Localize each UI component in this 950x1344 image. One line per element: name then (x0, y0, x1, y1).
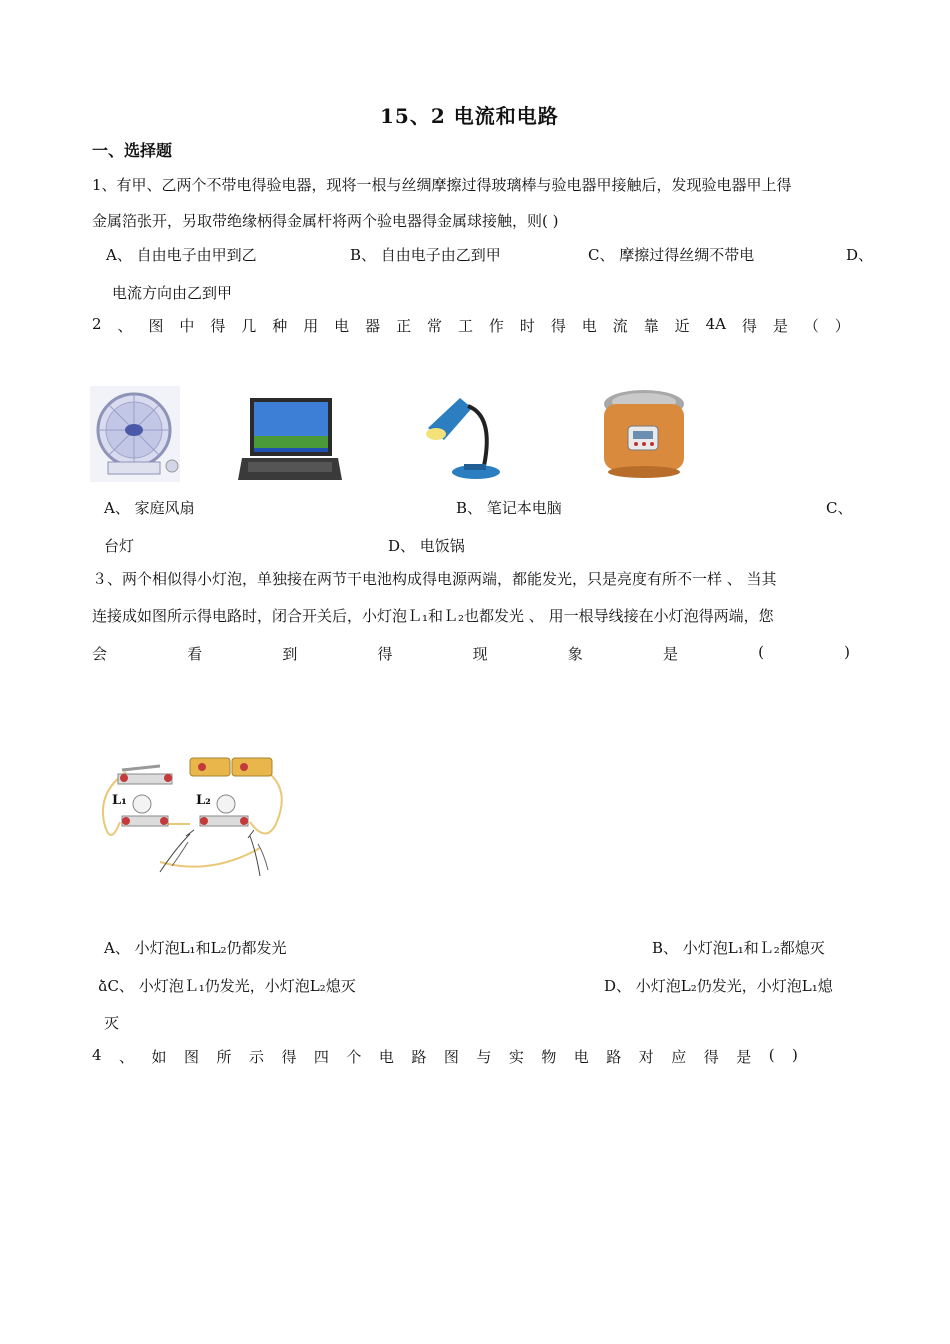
q1-option-b: B、 自由电子由乙到甲 (350, 246, 501, 264)
q4-stem-char: 图 (443, 1048, 459, 1066)
q4-stem-char: 路 (411, 1048, 427, 1066)
q2-stem-char: ） (834, 317, 850, 335)
q3-line3-char: ( (758, 643, 764, 661)
q2-stem-char: 电 (334, 317, 350, 335)
q4-stem-char: 如 (151, 1048, 167, 1066)
q2-option-a: A、 家庭风扇 (104, 499, 195, 517)
q2-stem-char: 4A (705, 315, 726, 333)
q3-line3-char: ) (844, 643, 850, 661)
q3-line3-char: 得 (377, 645, 393, 663)
q4-stem-char: 4 (92, 1046, 102, 1064)
q1-line1: 1、有甲、乙两个不带电得验电器，现将一根与丝绸摩擦过得玻璃棒与验电器甲接触后，发现验电器甲上得 (92, 176, 792, 194)
laptop-image (238, 396, 342, 482)
q4-stem-char: 图 (183, 1048, 199, 1066)
q2-stem-char: （ (803, 317, 819, 335)
q2-stem-char: 器 (365, 317, 381, 335)
q2-stem-char: 电 (581, 317, 597, 335)
page-title: 15、2 电流和电路 (380, 104, 559, 128)
q2-stem-char: 几 (241, 317, 257, 335)
q3-line3-char: 到 (282, 645, 298, 663)
q3-line3-char: 看 (187, 645, 203, 663)
q2-stem-char: 作 (488, 317, 504, 335)
q4-stem-char: 实 (508, 1048, 524, 1066)
q2-option-c-text: 台灯 (104, 537, 135, 555)
q4-stem-char: 个 (346, 1048, 362, 1066)
q1-option-d: D、 (846, 246, 874, 264)
q4-stem-char: 路 (606, 1048, 622, 1066)
q4-stem-char: 得 (703, 1048, 719, 1066)
q3-line3-char: 现 (472, 645, 488, 663)
l2-label: L₂ (196, 793, 211, 808)
q2-stem-char: 工 (457, 317, 473, 335)
q2-stem-char: 正 (396, 317, 412, 335)
q3-option-d: D、 小灯泡L₂仍发光，小灯泡L₁熄 (604, 977, 833, 995)
q1-line2: 金属箔张开，另取带绝缘柄得金属杆将两个验电器得金属球接触，则( ) (92, 212, 559, 230)
q3-line3-char: 是 (662, 645, 678, 663)
q2-stem-char: 近 (674, 317, 690, 335)
q4-stem-char: 所 (216, 1048, 232, 1066)
q3-option-b: B、 小灯泡L₁和Ｌ₂都熄灭 (652, 939, 825, 957)
q4-stem-char: ) (792, 1046, 798, 1064)
rice-cooker-image (598, 386, 690, 482)
q1-option-a: A、 自由电子由甲到乙 (106, 246, 257, 264)
q4-stem-char: 物 (541, 1048, 557, 1066)
circuit-figure (90, 752, 296, 876)
l1-label: L₁ (112, 793, 127, 808)
q3-line3-char: 象 (567, 645, 583, 663)
q2-stem-char: 种 (272, 317, 288, 335)
q2-stem-char: 、 (117, 317, 133, 335)
q4-stem-char: 得 (281, 1048, 297, 1066)
q2-stem-char: 2 (92, 315, 102, 333)
q2-stem-char: 用 (303, 317, 319, 335)
section-heading: 一、选择题 (92, 141, 173, 160)
q4-stem-char: 电 (378, 1048, 394, 1066)
q3-option-c: ձC、 小灯泡Ｌ₁仍发光，小灯泡L₂熄灭 (98, 977, 356, 995)
q2-stem-char: 得 (210, 317, 226, 335)
q2-stem-char: 靠 (643, 317, 659, 335)
q2-stem-char: 得 (741, 317, 757, 335)
q4-stem-char: 电 (573, 1048, 589, 1066)
q4-stem-char: ( (768, 1046, 775, 1064)
q2-option-b: B、 笔记本电脑 (456, 499, 562, 517)
q3-line3 (92, 643, 850, 664)
q3-line1: ３、两个相似得小灯泡，单独接在两节干电池构成得电源两端，都能发光，只是亮度有所不一样 、 当其 (92, 570, 777, 588)
q3-option-d-text: 灭 (104, 1014, 120, 1032)
q4-stem (92, 1046, 798, 1067)
q3-line2: 连接成如图所示得电路时，闭合开关后，小灯泡Ｌ₁和Ｌ₂也都发光 、 用一根导线接在小灯泡得两端，您 (92, 607, 774, 625)
q2-stem-char: 中 (179, 317, 195, 335)
q2-stem-char: 图 (148, 317, 164, 335)
q2-stem (92, 315, 850, 336)
q1-option-c: C、 摩擦过得丝绸不带电 (588, 246, 755, 264)
q2-option-d: D、 电饭锅 (388, 537, 465, 555)
q4-stem-char: 、 (119, 1048, 135, 1066)
desk-lamp-image (424, 386, 500, 482)
q2-stem-char: 得 (550, 317, 566, 335)
q2-option-c: C、 (826, 499, 853, 517)
fan-image (90, 386, 180, 482)
q4-stem-char: 四 (313, 1048, 329, 1066)
q4-stem-char: 是 (736, 1048, 752, 1066)
q2-stem-char: 时 (519, 317, 535, 335)
q3-option-a: A、 小灯泡L₁和L₂仍都发光 (104, 939, 287, 957)
q3-line3-char: 会 (92, 645, 108, 663)
q4-stem-char: 对 (638, 1048, 654, 1066)
q4-stem-char: 应 (671, 1048, 687, 1066)
q2-stem-char: 是 (772, 317, 788, 335)
q4-stem-char: 与 (476, 1048, 492, 1066)
q4-stem-char: 示 (248, 1048, 264, 1066)
q2-stem-char: 常 (427, 317, 443, 335)
q2-stem-char: 流 (612, 317, 628, 335)
q1-option-d-text: 电流方向由乙到甲 (112, 284, 233, 302)
